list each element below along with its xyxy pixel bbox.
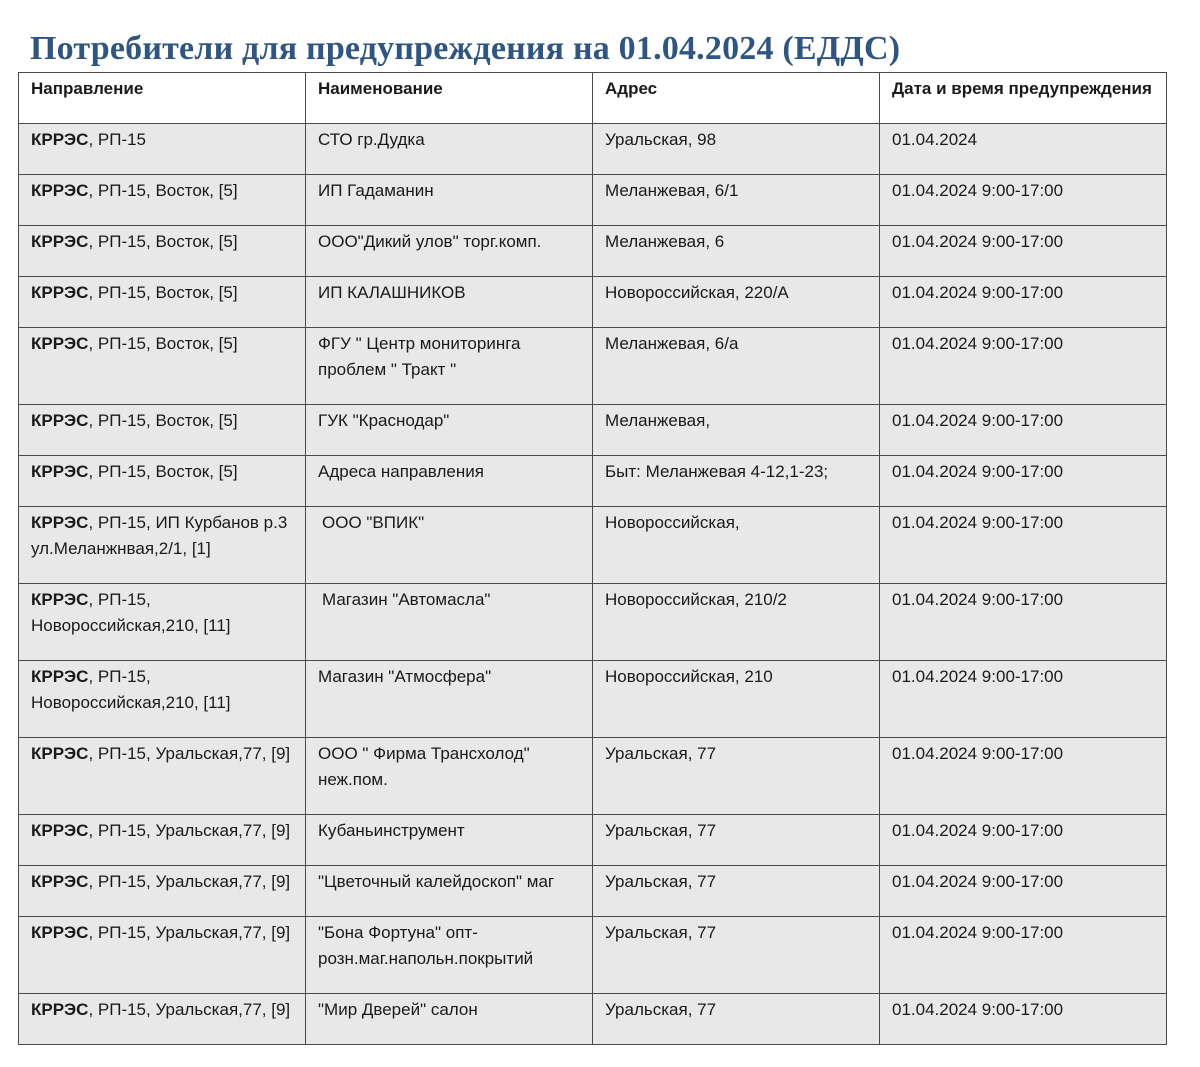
table-row xyxy=(19,994,1167,1045)
direction-detail: , РП-15, Восток, [5] xyxy=(88,411,238,430)
cell-address: Меланжевая, 6/а xyxy=(593,328,880,405)
cell-name: Магазин "Атмосфера" xyxy=(306,661,593,738)
direction-network: КРРЭС xyxy=(31,744,89,763)
cell-direction xyxy=(19,738,306,815)
direction-network: КРРЭС xyxy=(31,1000,89,1019)
cell-datetime: 01.04.2024 xyxy=(880,124,1167,175)
direction-detail: , РП-15, ИП Курбанов р.3 ул.Меланжнвая,2/1, [1] xyxy=(31,513,288,558)
cell-datetime: 01.04.2024 9:00-17:00 xyxy=(880,277,1167,328)
direction-network: КРРЭС xyxy=(31,232,89,251)
header-datetime: Дата и время предупреждения xyxy=(880,73,1167,124)
direction-detail: , РП-15, Уральская,77, [9] xyxy=(88,923,291,942)
document-title: Потребители для предупреждения на 01.04.2024 (ЕДДС) xyxy=(30,30,901,67)
cell-datetime: 01.04.2024 9:00-17:00 xyxy=(880,507,1167,584)
direction-network: КРРЭС xyxy=(31,130,89,149)
direction-network: КРРЭС xyxy=(31,181,89,200)
cell-direction xyxy=(19,866,306,917)
cell-direction xyxy=(19,584,306,661)
cell-direction xyxy=(19,226,306,277)
table-row xyxy=(19,456,1167,507)
direction-network: КРРЭС xyxy=(31,872,89,891)
direction-detail: , РП-15 xyxy=(88,130,147,149)
cell-name: ФГУ " Центр мониторинга проблем " Тракт " xyxy=(306,328,593,405)
direction-detail: , РП-15, Новороссийская,210, [11] xyxy=(31,667,231,712)
cell-direction xyxy=(19,994,306,1045)
cell-address: Уральская, 77 xyxy=(593,866,880,917)
direction-detail: , РП-15, Уральская,77, [9] xyxy=(88,821,291,840)
cell-address: Меланжевая, 6/1 xyxy=(593,175,880,226)
cell-direction xyxy=(19,661,306,738)
cell-address: Меланжевая, xyxy=(593,405,880,456)
cell-address: Уральская, 77 xyxy=(593,994,880,1045)
table-row xyxy=(19,738,1167,815)
cell-address: Меланжевая, 6 xyxy=(593,226,880,277)
cell-name: ГУК "Краснодар" xyxy=(306,405,593,456)
direction-detail: , РП-15, Уральская,77, [9] xyxy=(88,744,291,763)
cell-address: Новороссийская, 220/А xyxy=(593,277,880,328)
table-row xyxy=(19,815,1167,866)
direction-network: КРРЭС xyxy=(31,462,89,481)
cell-name: Кубаньинструмент xyxy=(306,815,593,866)
table-row xyxy=(19,917,1167,994)
cell-direction xyxy=(19,917,306,994)
cell-direction xyxy=(19,815,306,866)
cell-address: Новороссийская, xyxy=(593,507,880,584)
table-row xyxy=(19,226,1167,277)
direction-detail: , РП-15, Уральская,77, [9] xyxy=(88,872,291,891)
direction-detail: , РП-15, Восток, [5] xyxy=(88,232,238,251)
cell-direction xyxy=(19,124,306,175)
direction-network: КРРЭС xyxy=(31,821,89,840)
cell-datetime: 01.04.2024 9:00-17:00 xyxy=(880,866,1167,917)
cell-address: Новороссийская, 210/2 xyxy=(593,584,880,661)
header-direction: Направление xyxy=(19,73,306,124)
cell-direction xyxy=(19,456,306,507)
cell-direction xyxy=(19,175,306,226)
header-address: Адрес xyxy=(593,73,880,124)
cell-direction xyxy=(19,405,306,456)
cell-address: Уральская, 98 xyxy=(593,124,880,175)
cell-direction xyxy=(19,507,306,584)
table-row xyxy=(19,124,1167,175)
direction-detail: , РП-15, Восток, [5] xyxy=(88,181,238,200)
cell-name: ООО"Дикий улов" торг.комп. xyxy=(306,226,593,277)
cell-address: Быт: Меланжевая 4-12,1-23; xyxy=(593,456,880,507)
header-name: Наименование xyxy=(306,73,593,124)
cell-datetime: 01.04.2024 9:00-17:00 xyxy=(880,661,1167,738)
cell-datetime: 01.04.2024 9:00-17:00 xyxy=(880,994,1167,1045)
table-row xyxy=(19,661,1167,738)
table-header-row xyxy=(19,73,1167,124)
direction-detail: , РП-15, Восток, [5] xyxy=(88,334,238,353)
cell-datetime: 01.04.2024 9:00-17:00 xyxy=(880,815,1167,866)
direction-network: КРРЭС xyxy=(31,923,89,942)
table-row xyxy=(19,866,1167,917)
direction-network: КРРЭС xyxy=(31,667,89,686)
direction-network: КРРЭС xyxy=(31,334,89,353)
cell-direction xyxy=(19,277,306,328)
direction-network: КРРЭС xyxy=(31,513,89,532)
direction-network: КРРЭС xyxy=(31,283,89,302)
name-text: Магазин "Автомасла" xyxy=(322,590,491,609)
cell-datetime: 01.04.2024 9:00-17:00 xyxy=(880,738,1167,815)
cell-datetime: 01.04.2024 9:00-17:00 xyxy=(880,456,1167,507)
direction-network: КРРЭС xyxy=(31,590,89,609)
cell-name xyxy=(306,584,593,661)
cell-name: Адреса направления xyxy=(306,456,593,507)
cell-address: Новороссийская, 210 xyxy=(593,661,880,738)
cell-datetime: 01.04.2024 9:00-17:00 xyxy=(880,584,1167,661)
direction-detail: , РП-15, Восток, [5] xyxy=(88,462,238,481)
cell-name: СТО гр.Дудка xyxy=(306,124,593,175)
table-row xyxy=(19,507,1167,584)
cell-address: Уральская, 77 xyxy=(593,917,880,994)
cell-datetime: 01.04.2024 9:00-17:00 xyxy=(880,917,1167,994)
direction-detail: , РП-15, Уральская,77, [9] xyxy=(88,1000,291,1019)
table-row xyxy=(19,277,1167,328)
direction-detail: , РП-15, Восток, [5] xyxy=(88,283,238,302)
consumers-table xyxy=(18,72,1167,1045)
cell-address: Уральская, 77 xyxy=(593,815,880,866)
cell-name: "Мир Дверей" салон xyxy=(306,994,593,1045)
table-row xyxy=(19,328,1167,405)
cell-datetime: 01.04.2024 9:00-17:00 xyxy=(880,328,1167,405)
cell-name: ИП КАЛАШНИКОВ xyxy=(306,277,593,328)
direction-detail: , РП-15, Новороссийская,210, [11] xyxy=(31,590,231,635)
cell-name: ИП Гадаманин xyxy=(306,175,593,226)
direction-network: КРРЭС xyxy=(31,411,89,430)
table-row xyxy=(19,584,1167,661)
cell-name: "Цветочный калейдоскоп" маг xyxy=(306,866,593,917)
cell-address: Уральская, 77 xyxy=(593,738,880,815)
name-text: ООО "ВПИК" xyxy=(322,513,425,532)
cell-name: "Бона Фортуна" опт-розн.маг.напольн.покрытий xyxy=(306,917,593,994)
table-row xyxy=(19,175,1167,226)
cell-datetime: 01.04.2024 9:00-17:00 xyxy=(880,226,1167,277)
cell-datetime: 01.04.2024 9:00-17:00 xyxy=(880,175,1167,226)
cell-datetime: 01.04.2024 9:00-17:00 xyxy=(880,405,1167,456)
cell-direction xyxy=(19,328,306,405)
table-row xyxy=(19,405,1167,456)
cell-name xyxy=(306,507,593,584)
cell-name: ООО " Фирма Трансхолод" неж.пом. xyxy=(306,738,593,815)
